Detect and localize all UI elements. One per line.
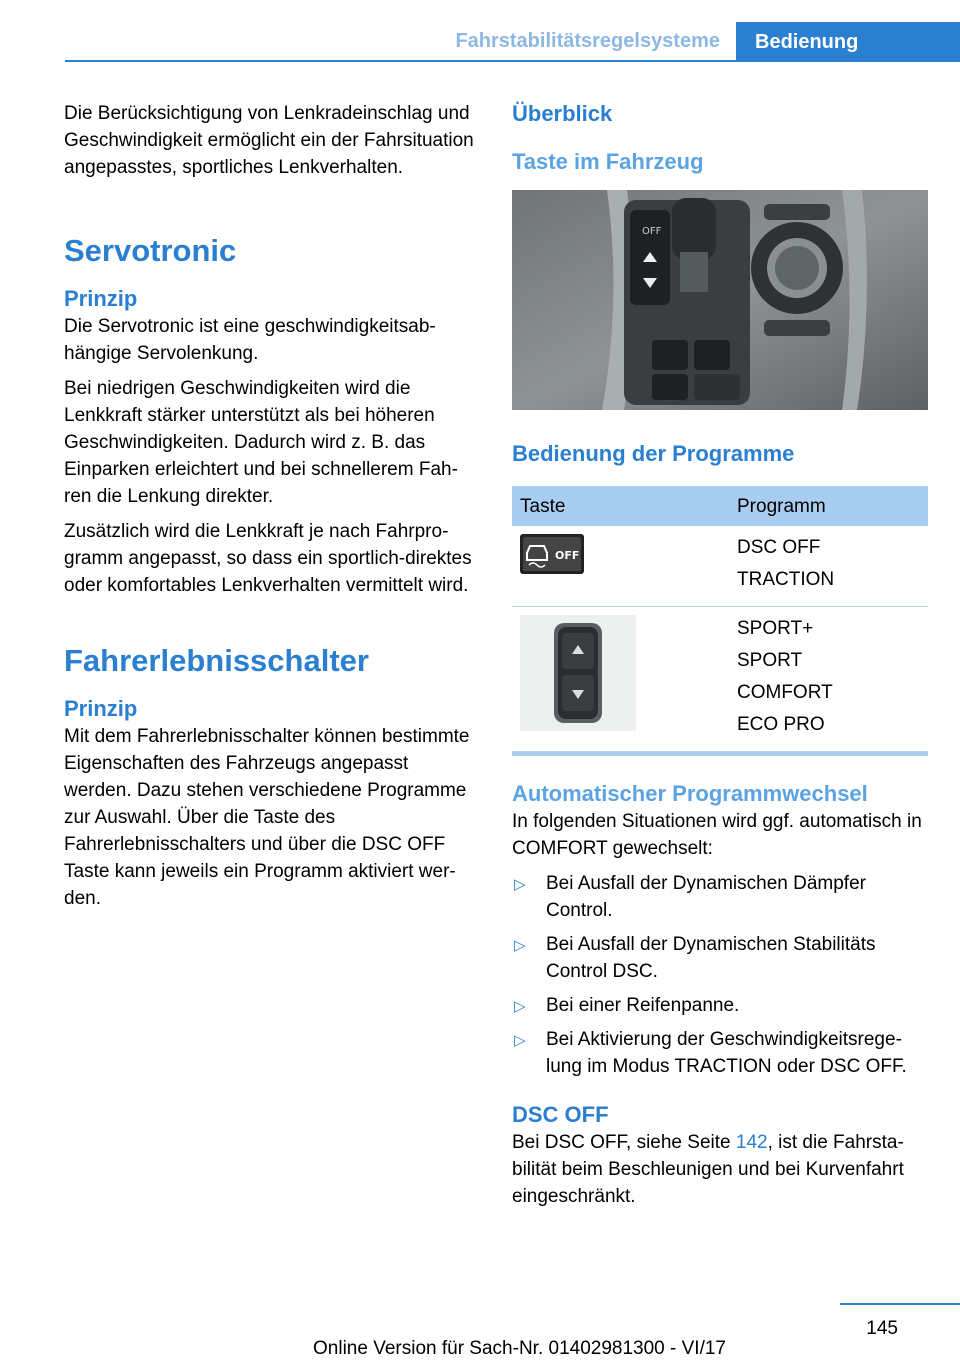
header-rule bbox=[65, 60, 960, 62]
bullet-triangle-icon: ▷ bbox=[514, 876, 526, 893]
overview-heading: Überblick bbox=[512, 101, 613, 126]
col-header-taste: Taste bbox=[512, 486, 729, 526]
servotronic-p2: Bei niedrigen Geschwindigkeiten wird die Lenkkraft stärker unterstützt als bei höheren Geschwindigkeiten. Dadurch wird z. B. das Einparken erleichtert und bei schnellerem Fahren die Lenkung direkter. bbox=[64, 378, 458, 507]
dsc-off-text-pre: Bei DSC OFF, siehe Seite bbox=[512, 1132, 736, 1153]
servotronic-subheading: Prinzip bbox=[64, 286, 138, 311]
bullet-triangle-icon: ▷ bbox=[514, 998, 526, 1015]
program-eco-pro: ECO PRO bbox=[737, 714, 825, 735]
servotronic-p3: Zusätzlich wird die Lenkkraft je nach Fahrprogramm angepasst, so dass ein sportlich-direktes oder komfortables Lenkverhalten vermittelt wird. bbox=[64, 521, 472, 596]
list-item-text: Bei einer Reifenpanne. bbox=[546, 995, 740, 1016]
online-version-footer: Online Version für Sach-Nr. 01402981300 - VI/17 bbox=[313, 1338, 726, 1359]
svg-text:OFF: OFF bbox=[642, 226, 662, 237]
auto-change-intro: In folgenden Situationen wird ggf. automatisch in COMFORT gewechselt: bbox=[512, 811, 922, 859]
program-sport-plus: SPORT+ bbox=[737, 618, 814, 639]
dsc-off-paragraph bbox=[512, 1129, 927, 1210]
program-sport: SPORT bbox=[737, 650, 803, 671]
list-item-text: Bei Ausfall der Dynamischen Dämpfer Control. bbox=[546, 873, 866, 921]
dsc-off-icon-text: OFF bbox=[555, 549, 580, 562]
table-row bbox=[512, 607, 928, 752]
servotronic-heading: Servotronic bbox=[64, 233, 237, 268]
header-section-title: Fahrstabilitätsregelsysteme bbox=[455, 30, 720, 52]
program-traction: TRACTION bbox=[737, 569, 835, 590]
driving-experience-switch-icon bbox=[520, 615, 636, 731]
page-number: 145 bbox=[866, 1318, 898, 1339]
auto-change-list bbox=[512, 870, 927, 1080]
col-header-programm: Programm bbox=[729, 486, 928, 526]
fahrerlebnis-subheading: Prinzip bbox=[64, 696, 138, 721]
list-item bbox=[512, 1026, 927, 1080]
right-column bbox=[512, 100, 927, 1218]
intro-paragraph: Die Berücksichtigung von Lenkradeinschlag und Geschwindigkeit ermöglicht ein der Fahrsituation angepasstes, sportliches Lenkverhalten. bbox=[64, 103, 474, 178]
list-item bbox=[512, 870, 927, 924]
list-item bbox=[512, 992, 927, 1019]
auto-change-subheading: Automatischer Programmwechsel bbox=[512, 781, 868, 806]
left-column bbox=[64, 100, 479, 920]
fahrerlebnis-p1: Mit dem Fahrerlebnisschalter können bestimmte Eigenschaften des Fahrzeugs angepasst werden. Dazu stehen verschiedene Programme zur Auswahl. Über die Taste des Fahrerlebnisschalters und über die DSC OFF Taste kann jeweils ein Programm aktiviert werden. bbox=[64, 726, 470, 909]
program-dsc-off: DSC OFF bbox=[737, 537, 821, 558]
page-link-142[interactable]: 142 bbox=[735, 1132, 768, 1153]
dsc-off-button-icon bbox=[520, 534, 584, 574]
fahrerlebnis-heading: Fahrerlebnisschalter bbox=[64, 643, 369, 678]
dsc-off-text-post: , ist die Fahrstabilität beim Beschleunigen und bei Kurvenfahrt eingeschränkt. bbox=[512, 1132, 904, 1207]
dsc-off-heading: DSC OFF bbox=[512, 1102, 609, 1127]
bullet-triangle-icon: ▷ bbox=[514, 937, 526, 954]
center-console-photo bbox=[512, 190, 928, 410]
bullet-triangle-icon: ▷ bbox=[514, 1032, 526, 1049]
programs-subheading: Bedienung der Programme bbox=[512, 441, 795, 466]
table-header-row bbox=[512, 486, 928, 526]
button-subheading: Taste im Fahrzeug bbox=[512, 149, 704, 174]
header-tab: Bedienung bbox=[736, 22, 960, 62]
servotronic-p1: Die Servotronic ist eine geschwindigkeitsabhängige Servolenkung. bbox=[64, 316, 436, 364]
list-item bbox=[512, 931, 927, 985]
programs-table bbox=[512, 486, 928, 752]
footer-rule bbox=[840, 1303, 960, 1305]
table-row bbox=[512, 526, 928, 607]
list-item-text: Bei Aktivierung der Geschwindigkeitsregelung im Modus TRACTION oder DSC OFF. bbox=[546, 1029, 907, 1077]
program-comfort: COMFORT bbox=[737, 682, 833, 703]
list-item-text: Bei Ausfall der Dynamischen Stabilitäts Control DSC. bbox=[546, 934, 876, 982]
